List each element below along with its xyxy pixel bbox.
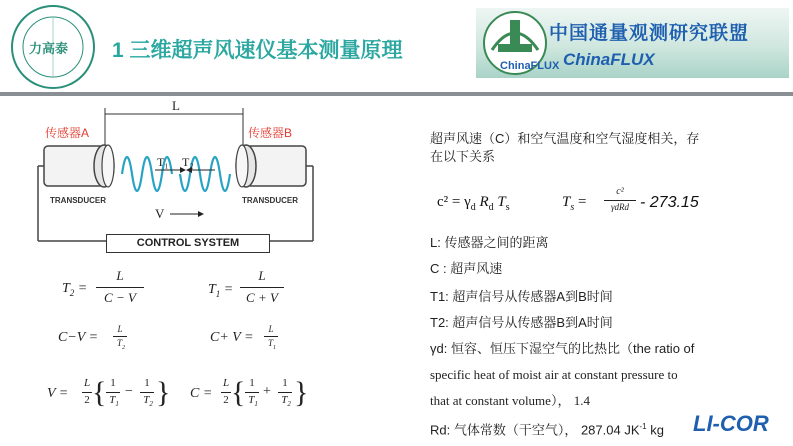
licor-logo: LI-COR: [693, 411, 769, 436]
banner-emblem-caption: ChinaFLUX: [500, 60, 560, 72]
ts-formula-numerator: c²: [616, 186, 624, 197]
eq6-left-brace: {: [231, 376, 246, 409]
definition-Rd: Rd: 气体常数（干空气）， 287.04 $JK^{-1}$ kg: [430, 422, 664, 438]
eq5-operator: −: [125, 384, 133, 399]
eq4-fraction-bar: [264, 336, 278, 337]
ts-formula-denominator: γdRd: [610, 202, 630, 212]
eq1-fraction-bar: [96, 287, 144, 288]
eq6-term2-num: 1: [282, 377, 288, 389]
header-divider: [0, 92, 793, 96]
eq2-denominator: C + V: [246, 290, 278, 305]
eq5-coef-den: 2: [84, 394, 90, 406]
eq2-numerator: L: [258, 268, 266, 283]
eq6-term2-den: $T_2$: [281, 394, 291, 409]
eq5-term1-num: 1: [110, 377, 116, 389]
eq6-operator: +: [263, 384, 271, 399]
eq4-denominator: $T_1$: [267, 338, 276, 351]
eq6-lhs: C =: [190, 386, 213, 401]
eq5-lhs: V =: [47, 386, 69, 401]
eq6-term1-bar: [245, 392, 259, 393]
company-logo-text: 力高泰: [29, 41, 69, 56]
eq6-coef-bar: [221, 392, 231, 393]
ts-formula-constant: - 273.15: [640, 194, 699, 211]
definition-C: C : 超声风速: [430, 261, 503, 276]
banner-title-cn: 中国通量观测研究联盟: [549, 23, 750, 44]
t2-label: T₂: [182, 155, 194, 169]
ts-formula-bar: [604, 200, 636, 201]
eq5-term1-den: $T_1$: [109, 394, 119, 409]
sensor-a-label: 传感器A: [45, 126, 90, 140]
eq2-fraction-bar: [240, 287, 284, 288]
eq5-term2-num: 1: [144, 377, 150, 389]
eq4-lhs: C+ V =: [210, 330, 254, 345]
eq6-term2-bar: [278, 392, 292, 393]
eq5-term2-bar: [140, 392, 154, 393]
eq5-coef-num: L: [83, 377, 91, 389]
eq3-fraction-bar: [113, 336, 127, 337]
definition-T1: T1: 超声信号从传感器A到B时间: [430, 289, 613, 304]
eq6-right-brace: }: [294, 376, 309, 409]
eq6-term1-num: 1: [249, 377, 255, 389]
definition-gamma-3: that at constant volume）， 1.4: [430, 393, 590, 408]
eq5-term1-bar: [106, 392, 120, 393]
intro-line-1: 超声风速（C）和空气温度和空气湿度相关，存: [430, 131, 700, 146]
transducer-right-label: TRANSDUCER: [242, 196, 298, 205]
eq4-numerator: L: [268, 324, 274, 334]
t1-label: T₁: [157, 155, 169, 169]
velocity-label: V: [155, 206, 165, 221]
speed-of-sound-formula: $c^2 = \gamma_d$ $R_d$ $T_s$: [437, 194, 510, 213]
eq3-denominator: $T_2$: [116, 338, 125, 351]
definition-L: L: 传感器之间的距离: [430, 235, 549, 250]
eq5-coef-bar: [82, 392, 92, 393]
transducer-left-label: TRANSDUCER: [50, 196, 106, 205]
sensor-b-label: 传感器B: [248, 126, 293, 140]
intro-line-2: 在以下关系: [430, 149, 496, 164]
definition-T2: T2: 超声信号从传感器B到A时间: [430, 315, 613, 330]
distance-label: L: [172, 98, 180, 113]
ts-formula-lhs: $T_s$ =: [562, 194, 587, 213]
banner-title-en: ChinaFLUX: [563, 50, 655, 69]
eq5-term2-den: $T_2$: [143, 394, 153, 409]
eq1-denominator: C − V: [104, 290, 136, 305]
definition-gamma-1: γd: 恒容、恒压下湿空气的比热比（the ratio of: [430, 341, 695, 356]
eq5-left-brace: {: [92, 376, 107, 409]
eq5-right-brace: }: [156, 376, 171, 409]
eq6-coef-den: 2: [223, 394, 229, 406]
eq6-coef-num: L: [222, 377, 230, 389]
definition-gamma-2: specific heat of moist air at constant pressure to: [430, 367, 678, 382]
eq2-lhs: $T_1$ =: [208, 282, 234, 299]
eq3-lhs: C−V =: [58, 330, 99, 345]
eq6-term1-den: $T_1$: [248, 394, 258, 409]
eq1-numerator: L: [116, 268, 124, 283]
eq1-lhs: $T_2$ =: [62, 281, 88, 298]
slide-title: 1 三维超声风速仪基本测量原理: [112, 39, 403, 62]
eq3-numerator: L: [117, 324, 123, 334]
control-system-box: CONTROL SYSTEM: [106, 234, 270, 253]
